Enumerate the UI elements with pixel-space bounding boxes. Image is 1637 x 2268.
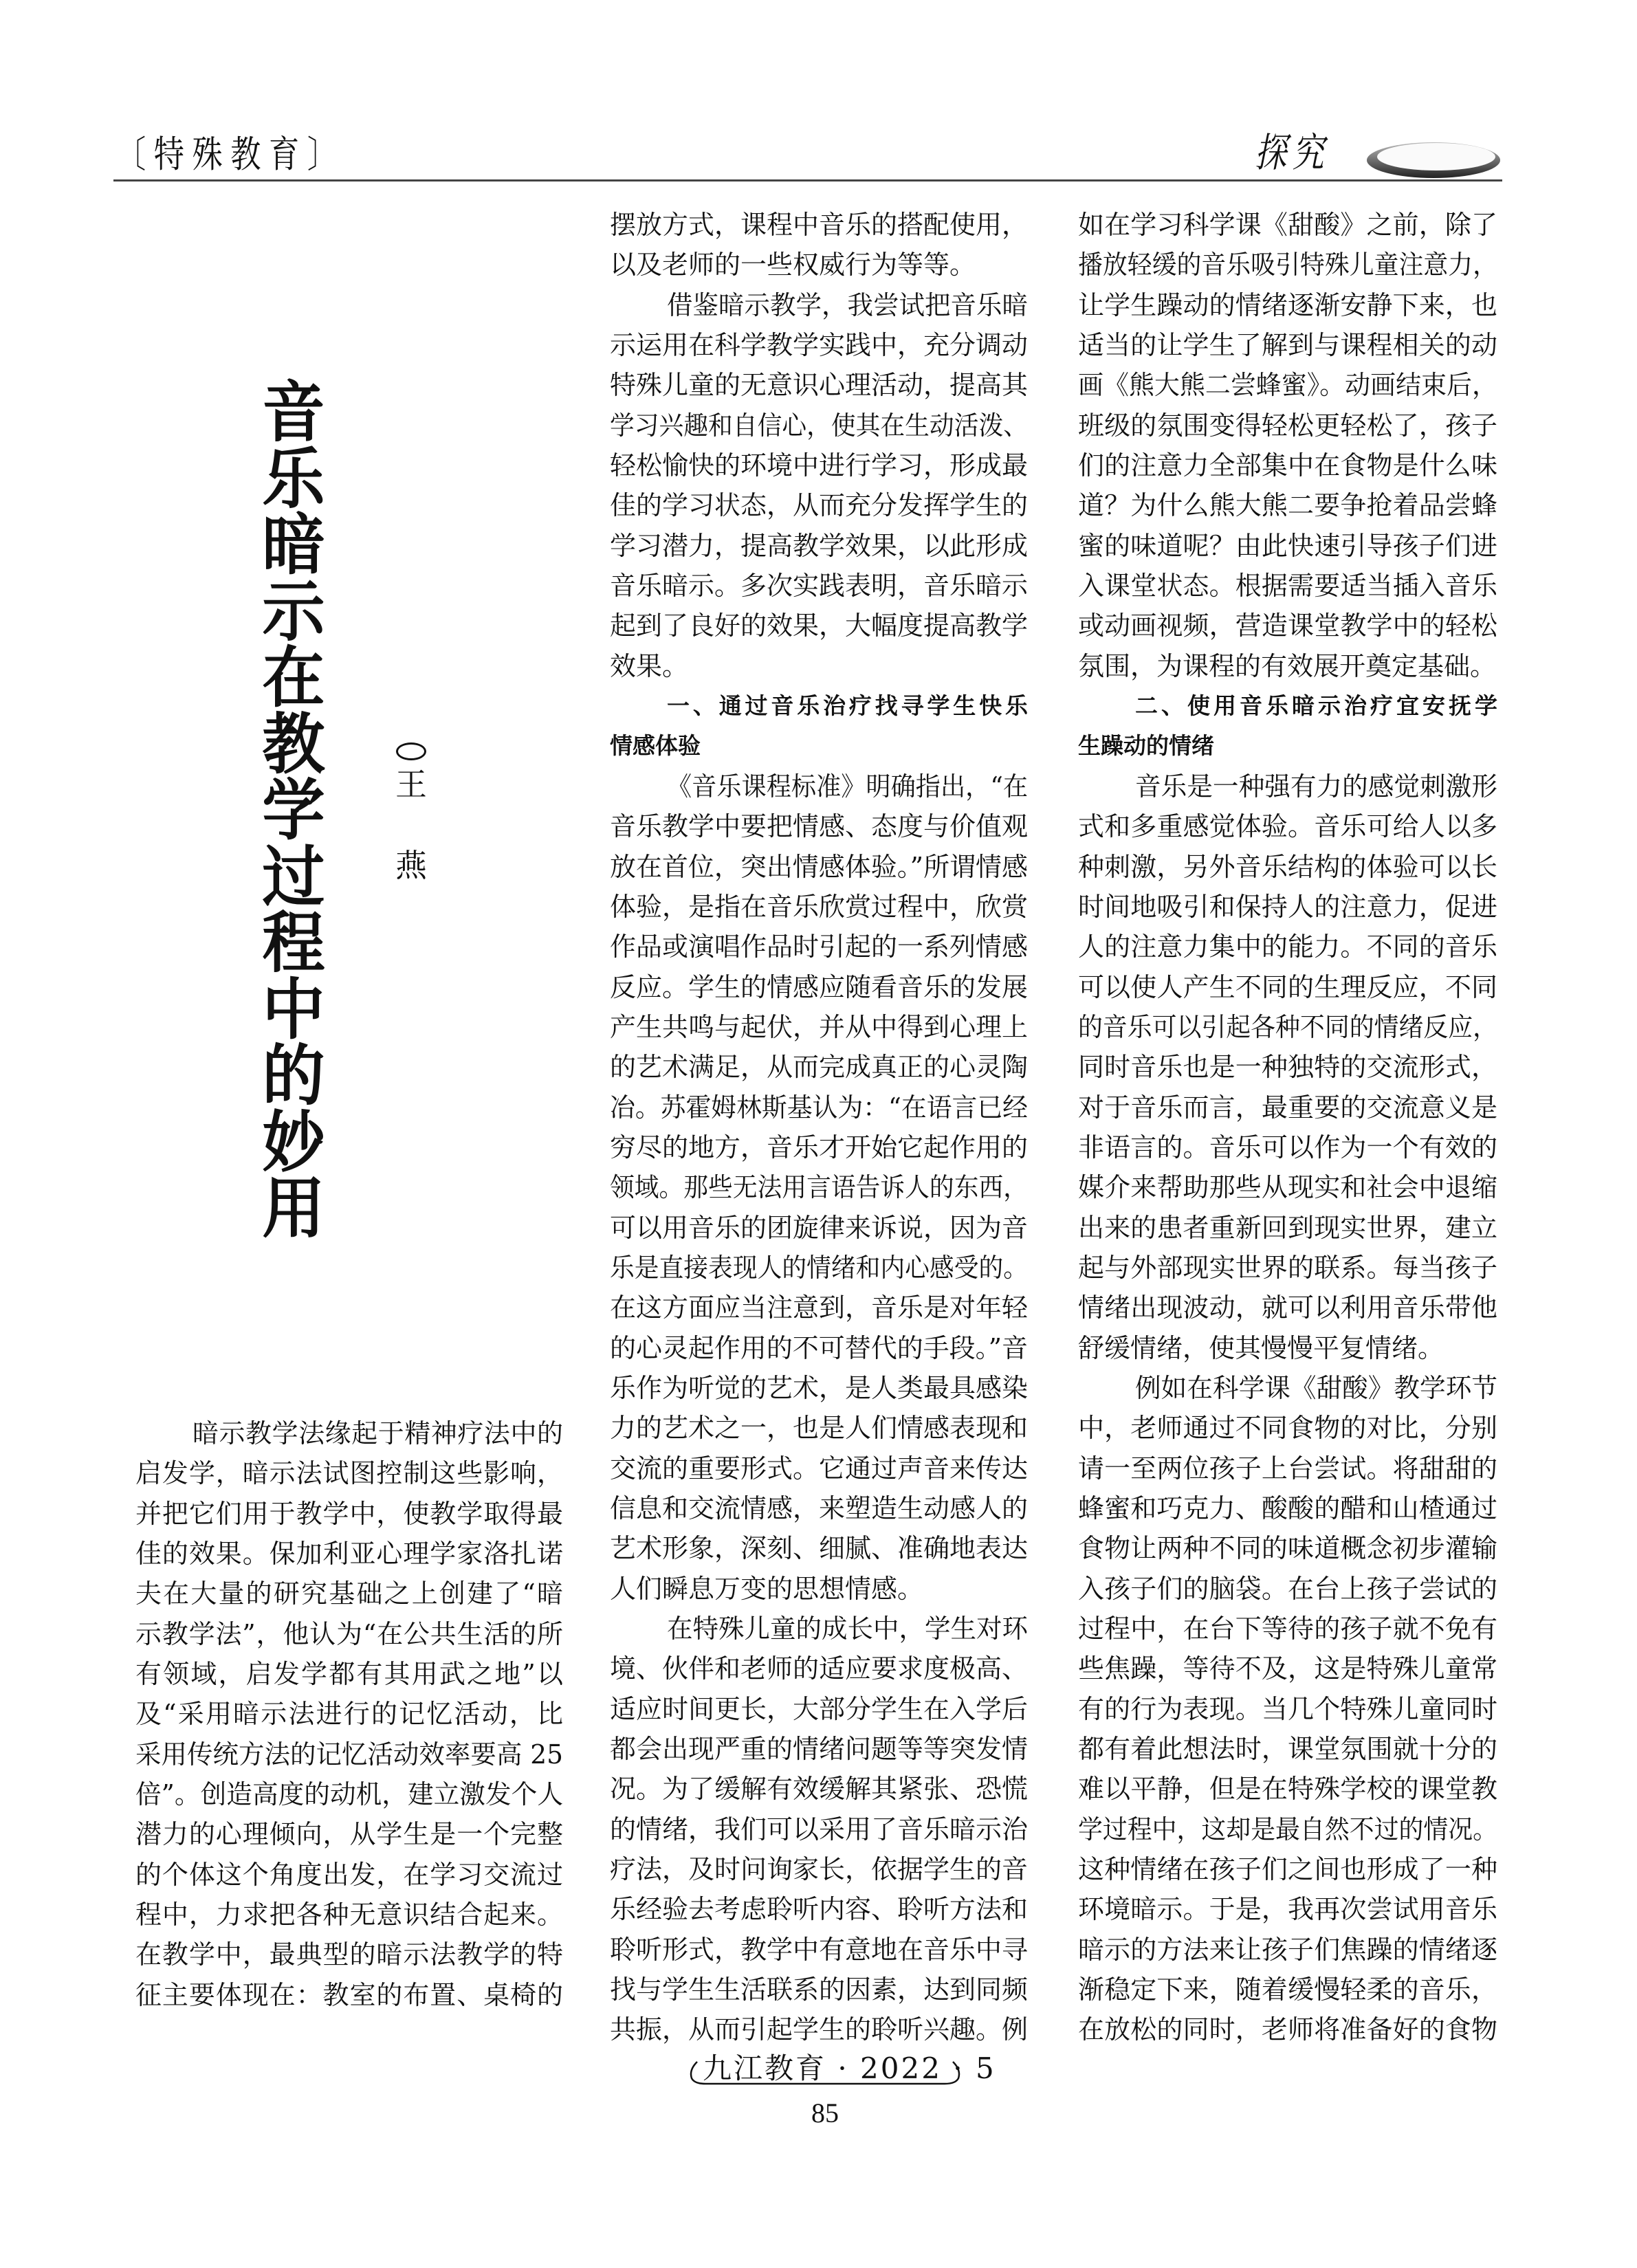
- paragraph-line: 领域。那些无法用言语告诉人的东西，: [610, 1172, 1028, 1203]
- paragraph-line: 可以用音乐的团旋律来诉说，因为音: [610, 1212, 1028, 1243]
- paragraph-line: 作品或演唱作品时引起的一系列情感: [610, 932, 1028, 962]
- paragraph-line: 蜂蜜和巧克力、酸酸的醋和山楂通过: [1078, 1493, 1497, 1523]
- paragraph-line: 让学生躁动的情绪逐渐安静下来，也: [1078, 289, 1497, 320]
- page-number: 85: [811, 2098, 839, 2128]
- paragraph-line: 体验，是指在音乐欣赏过程中，欣赏: [610, 891, 1028, 922]
- title-char: 妙: [262, 1103, 325, 1181]
- paragraph-line: 们的注意力全部集中在食物是什么味: [1078, 450, 1497, 481]
- paragraph-line: 示教学法”，他认为“在公共生活的所: [135, 1618, 563, 1649]
- paragraph-line: 人们瞬息万变的思想情感。: [610, 1573, 924, 1604]
- oval-logo-icon: [1365, 141, 1502, 179]
- title-char: 学: [262, 772, 325, 849]
- paragraph-line: 媒介来帮助那些从现实和社会中退缩: [1078, 1172, 1497, 1203]
- paragraph-line: 潜力的心理倾向，从学生是一个完整: [135, 1819, 563, 1850]
- paragraph-line: 况。为了缓解有效缓解其紧张、恐慌: [610, 1774, 1028, 1805]
- author-name-char: 王: [395, 766, 427, 803]
- paragraph-line: 放在首位，突出情感体验。”所谓情感: [610, 851, 1028, 882]
- paragraph-line: 的个体这个角度出发，在学习交流过: [135, 1859, 563, 1890]
- title-char: 用: [262, 1170, 325, 1247]
- title-char: 音: [262, 374, 325, 451]
- paragraph-line: 反应。学生的情感应随看音乐的发展: [610, 971, 1028, 1002]
- paragraph-line: 音乐暗示。多次实践表明，音乐暗示: [610, 571, 1028, 602]
- title-char: 过: [262, 838, 325, 916]
- paragraph-line: 共振，从而引起学生的聆听兴趣。例: [610, 2014, 1028, 2045]
- paragraph-line: 出来的患者重新回到现实世界，建立: [1078, 1212, 1497, 1243]
- paragraph-line: 渐稳定下来，随着缓慢轻柔的音乐，: [1078, 1974, 1497, 2005]
- paragraph-line: 学习潜力，提高教学效果，以此形成: [610, 530, 1028, 561]
- paragraph-line: 环境暗示。于是，我再次尝试用音乐: [1078, 1894, 1497, 1925]
- paragraph-line: 聆听形式，教学中有意地在音乐中寻: [610, 1934, 1028, 1965]
- paragraph-line: 可以使人产生不同的生理反应，不同: [1078, 971, 1497, 1002]
- paragraph-line: 征主要体现在：教室的布置、桌椅的: [135, 1979, 563, 2010]
- paragraph-line: 入课堂状态。根据需要适当插入音乐: [1078, 571, 1497, 602]
- paragraph-line: 力的艺术之一，也是人们情感表现和: [610, 1413, 1028, 1444]
- paragraph-line: 些焦躁，等待不及，这是特殊儿童常: [1078, 1653, 1497, 1684]
- paragraph-line: 并把它们用于教学中，使教学取得最: [135, 1498, 563, 1529]
- paragraph-line: 舒缓情绪，使其慢慢平复情绪。: [1078, 1332, 1444, 1363]
- paragraph-line: 播放轻缓的音乐吸引特殊儿童注意力，: [1078, 250, 1497, 280]
- paragraph-line: 在特殊儿童的成长中，学生对环: [667, 1614, 1028, 1644]
- section-heading-line: 情感体验: [610, 732, 701, 760]
- article-title: [256, 374, 331, 1247]
- paragraph-line: 艺术形象，深刻、细腻、准确地表达: [610, 1533, 1028, 1564]
- paragraph-line: 佳的学习状态，从而充分发挥学生的: [610, 490, 1028, 521]
- paragraph-line: 找与学生生活联系的因素，达到同频: [610, 1974, 1028, 2005]
- section-heading-line: 生躁动的情绪: [1078, 732, 1214, 760]
- paragraph-line: 产生共鸣与起伏，并从中得到心理上: [610, 1011, 1028, 1042]
- body-column-middle: [610, 205, 1028, 2050]
- paragraph-line: 氛围，为课程的有效展开奠定基础。: [1078, 650, 1497, 681]
- paragraph-line: 的心灵起作用的不可替代的手段。”音: [610, 1332, 1028, 1363]
- paragraph-line: 疗法，及时问询家长，依据学生的音: [610, 1854, 1028, 1885]
- section-heading-line: 一、通过音乐治疗找寻学生快乐: [667, 692, 1028, 720]
- paragraph-line: 冶。苏霍姆林斯基认为：“在语言已经: [610, 1092, 1028, 1123]
- paragraph-line: 道？为什么熊大熊二要争抢着品尝蜂: [1078, 490, 1497, 521]
- author-name-char: 燕: [395, 847, 427, 884]
- paragraph-line: 轻松愉快的环境中进行学习，形成最: [610, 450, 1028, 481]
- header-rule: [113, 179, 1502, 181]
- paragraph-line: 倍”。创造高度的动机，建立激发个人: [135, 1779, 563, 1810]
- paragraph-line: 班级的氛围变得轻松更轻松了，孩子: [1078, 410, 1497, 441]
- paragraph-line: 交流的重要形式。它通过声音来传达: [610, 1453, 1028, 1484]
- category-label: 探究: [1255, 129, 1330, 176]
- paragraph-line: 起与外部现实世界的联系。每当孩子: [1078, 1252, 1497, 1283]
- paragraph-line: 夫在大量的研究基础之上创建了“暗: [135, 1578, 563, 1609]
- paragraph-line: 对于音乐而言，最重要的交流意义是: [1078, 1092, 1497, 1123]
- paragraph-line: 有的行为表现。当几个特殊儿童同时: [1078, 1693, 1497, 1724]
- body-column-right: [1078, 205, 1497, 2050]
- paragraph-line: 时间地吸引和保持人的注意力，促进: [1078, 891, 1497, 922]
- journal-footer: [688, 2051, 996, 2091]
- paragraph-line: 人的注意力集中的能力。不同的音乐: [1078, 932, 1497, 962]
- paragraph-line: 在这方面应当注意到，音乐是对年轻: [610, 1292, 1028, 1323]
- section-label: 〔特殊教育〕: [116, 133, 346, 176]
- paragraph-line: 起到了良好的效果，大幅度提高教学: [610, 610, 1028, 641]
- paragraph-line: 适当的让学生了解到与课程相关的动: [1078, 330, 1497, 361]
- author-byline: [391, 736, 432, 883]
- paragraph-line: 音乐是一种强有力的感觉刺激形: [1135, 771, 1497, 802]
- paragraph-line: 都会出现严重的情绪问题等等突发情: [610, 1734, 1028, 1765]
- title-char: 示: [262, 573, 325, 650]
- paragraph-line: 这种情绪在孩子们之间也形成了一种: [1078, 1854, 1497, 1885]
- paragraph-line: 乐经验去考虑聆听内容、聆听方法和: [610, 1894, 1028, 1925]
- paragraph-line: 音乐教学中要把情感、态度与价值观: [610, 811, 1028, 842]
- section-heading-line: 二、使用音乐暗示治疗宜安抚学: [1135, 692, 1497, 720]
- title-char: 乐: [262, 440, 325, 518]
- title-char: 的: [262, 1037, 325, 1114]
- title-char: 程: [262, 905, 325, 982]
- paragraph-line: 难以平静，但是在特殊学校的课堂教: [1078, 1774, 1497, 1805]
- paragraph-line: 启发学，暗示法试图控制这些影响，: [135, 1458, 563, 1489]
- paragraph-line: 入孩子们的脑袋。在台上孩子尝试的: [1078, 1573, 1497, 1604]
- paragraph-line: 都有着此想法时，课堂氛围就十分的: [1078, 1734, 1497, 1765]
- paragraph-line: 食物让两种不同的味道概念初步灌输: [1078, 1533, 1497, 1564]
- paragraph-line: 程中，力求把各种无意识结合起来。: [135, 1900, 563, 1930]
- paragraph-line: 如在学习科学课《甜酸》之前，除了: [1078, 210, 1497, 240]
- paragraph-line: 信息和交流情感，来塑造生动感人的: [610, 1493, 1028, 1523]
- paragraph-line: 佳的效果。保加利亚心理学家洛扎诺: [135, 1539, 563, 1570]
- paragraph-line: 非语言的。音乐可以作为一个有效的: [1078, 1132, 1497, 1163]
- paragraph-line: 中，老师通过不同食物的对比，分别: [1078, 1413, 1497, 1444]
- paragraph-line: 同时音乐也是一种独特的交流形式，: [1078, 1052, 1497, 1083]
- paragraph-line: 请一至两位孩子上台尝试。将甜甜的: [1078, 1453, 1497, 1484]
- paragraph-line: 乐作为听觉的艺术，是人类最具感染: [610, 1372, 1028, 1403]
- paragraph-line: 的情绪，我们可以采用了音乐暗示治: [610, 1814, 1028, 1845]
- paragraph-line: 在教学中，最典型的暗示法教学的特: [135, 1939, 563, 1970]
- title-char: 在: [262, 639, 325, 716]
- paragraph-line: 的音乐可以引起各种不同的情绪反应，: [1078, 1011, 1497, 1042]
- journal-issue: 九江教育 · 2022 · 5: [703, 2051, 996, 2085]
- author-circle-icon: [396, 742, 426, 760]
- paragraph-line: 适应时间更长，大部分学生在入学后: [610, 1693, 1028, 1724]
- paragraph-line: 种刺激，另外音乐结构的体验可以长: [1078, 851, 1497, 882]
- paragraph-line: 蜜的味道呢？由此快速引导孩子们进: [1078, 530, 1497, 561]
- paragraph-line: 暗示的方法来让孩子们焦躁的情绪逐: [1078, 1934, 1497, 1965]
- paragraph-line: 乐是直接表现人的情绪和内心感受的。: [610, 1252, 1028, 1283]
- title-char: 教: [262, 705, 325, 783]
- paragraph-line: 式和多重感觉体验。音乐可给人以多: [1078, 811, 1497, 842]
- paragraph-line: 过程中，在台下等待的孩子就不免有: [1078, 1614, 1497, 1644]
- paragraph-line: 暗示教学法缘起于精神疗法中的: [193, 1418, 563, 1449]
- paragraph-line: 借鉴暗示教学，我尝试把音乐暗: [667, 289, 1028, 320]
- paragraph-line: 在放松的同时，老师将准备好的食物: [1078, 2014, 1497, 2045]
- title-char: 暗: [262, 507, 325, 584]
- paragraph-line: 学习兴趣和自信心，使其在生动活泼、: [610, 410, 1028, 441]
- paragraph-line: 以及老师的一些权威行为等等。: [610, 250, 976, 280]
- body-column-left: [135, 1413, 563, 2015]
- paragraph-line: 摆放方式，课程中音乐的搭配使用，: [610, 210, 1028, 240]
- paragraph-line: 示运用在科学教学实践中，充分调动: [610, 330, 1028, 361]
- paragraph-line: 画《熊大熊二尝蜂蜜》。动画结束后，: [1078, 370, 1497, 401]
- paragraph-line: 或动画视频，营造课堂教学中的轻松: [1078, 610, 1497, 641]
- paragraph-line: 采用传统方法的记忆活动效率要高 25: [135, 1739, 563, 1770]
- paragraph-line: 的艺术满足，从而完成真正的心灵陶: [610, 1052, 1028, 1083]
- paragraph-line: 特殊儿童的无意识心理活动，提高其: [610, 370, 1028, 401]
- paragraph-line: 例如在科学课《甜酸》教学环节: [1135, 1372, 1497, 1403]
- paragraph-line: 境、伙伴和老师的适应要求度极高、: [610, 1653, 1028, 1684]
- paragraph-line: 穷尽的地方，音乐才开始它起作用的: [610, 1132, 1028, 1163]
- paragraph-line: 学过程中，这却是最自然不过的情况。: [1078, 1814, 1497, 1845]
- paragraph-line: 及“采用暗示法进行的记忆活动，比: [135, 1699, 563, 1730]
- paragraph-line: 情绪出现波动，就可以利用音乐带他: [1078, 1292, 1497, 1323]
- paragraph-line: 效果。: [610, 650, 689, 681]
- paragraph-line: 有领域，启发学都有其用武之地”以: [135, 1659, 563, 1690]
- title-char: 中: [262, 971, 325, 1048]
- paragraph-line: 《音乐课程标准》明确指出，“在: [667, 771, 1028, 802]
